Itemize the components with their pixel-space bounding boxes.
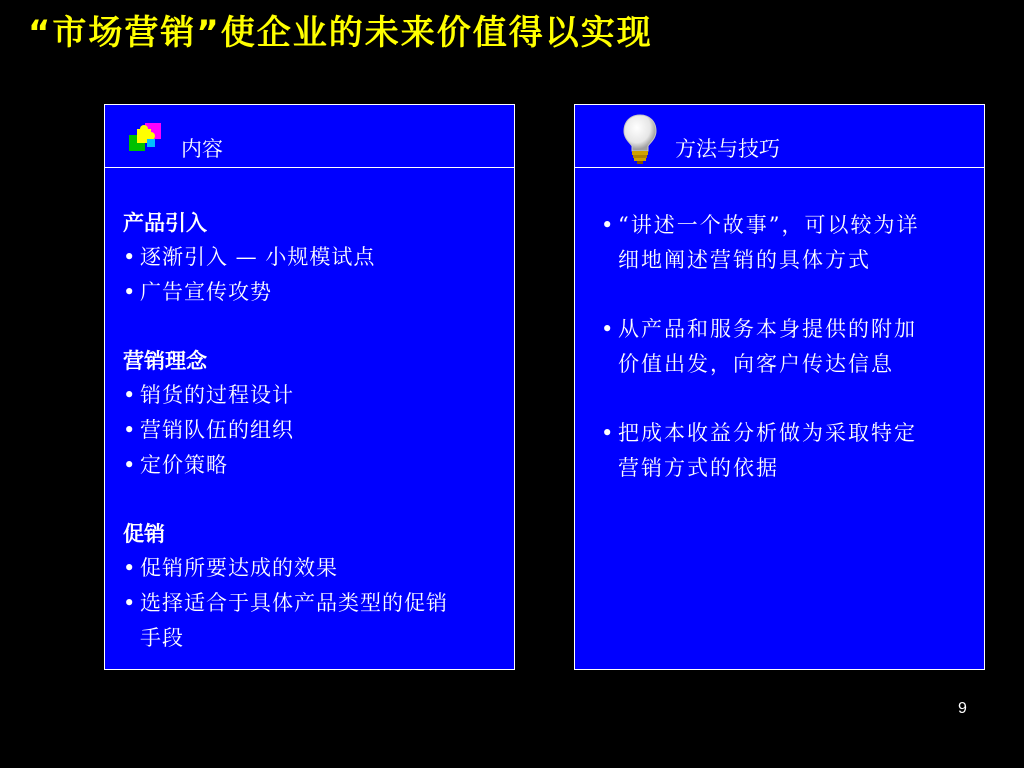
list-item-text: 营销队伍的组织 [140,418,294,442]
content-header-label: 内容 [181,137,223,161]
list-item [123,240,465,275]
slide-title: “市场营销”使企业的未来价值得以实现 [28,13,653,53]
list-item [123,586,465,656]
puzzle-icon [127,121,165,155]
lightbulb-icon [622,113,658,165]
bullet-glyph: • [123,383,137,407]
bullet-glyph: • [123,418,137,442]
list-item [601,416,938,486]
section-product-introduction [123,206,514,310]
list-item-text: 销货的过程设计 [140,383,294,407]
list-item [123,378,465,413]
content-panel-header [105,105,514,168]
section-heading: 营销理念 [123,348,207,373]
list-item-text: 逐渐引入 — 小规模试点 [140,245,376,269]
bullet-glyph: • [123,245,137,269]
list-item-text: 定价策略 [140,453,228,477]
list-item-text: 广告宣传攻势 [140,280,272,304]
content-panel-body [105,168,514,656]
section-heading: 促销 [123,521,165,546]
content-panel [104,104,515,670]
methods-panel-body [575,168,984,486]
bullet-glyph: • [123,556,137,580]
list-item [601,312,938,382]
list-item-text: 从产品和服务本身提供的附加价值出发，向客户传达信息 [618,317,917,376]
section-promotion [123,517,514,656]
list-item [123,448,465,483]
list-item-text: 把成本收益分析做为采取特定营销方式的依据 [618,421,917,480]
bullet-glyph: • [601,421,616,445]
bullet-glyph: • [601,213,616,237]
methods-header-label: 方法与技巧 [675,137,780,161]
list-item [601,208,938,278]
bullet-glyph: • [123,453,137,477]
bullet-glyph: • [123,280,137,304]
bullet-glyph: • [123,591,137,615]
list-item-text: “讲述一个故事”，可以较为详细地阐述营销的具体方式 [618,213,920,272]
list-item [123,275,465,310]
list-item [123,413,465,448]
methods-panel-header [575,105,984,168]
methods-panel [574,104,985,670]
bullet-glyph: • [601,317,616,341]
list-item [123,551,465,586]
list-item-text: 促销所要达成的效果 [140,556,338,580]
section-marketing-concept [123,344,514,483]
section-heading: 产品引入 [123,210,207,235]
page-number: 9 [958,700,967,717]
list-item-text: 选择适合于具体产品类型的促销手段 [140,591,448,650]
